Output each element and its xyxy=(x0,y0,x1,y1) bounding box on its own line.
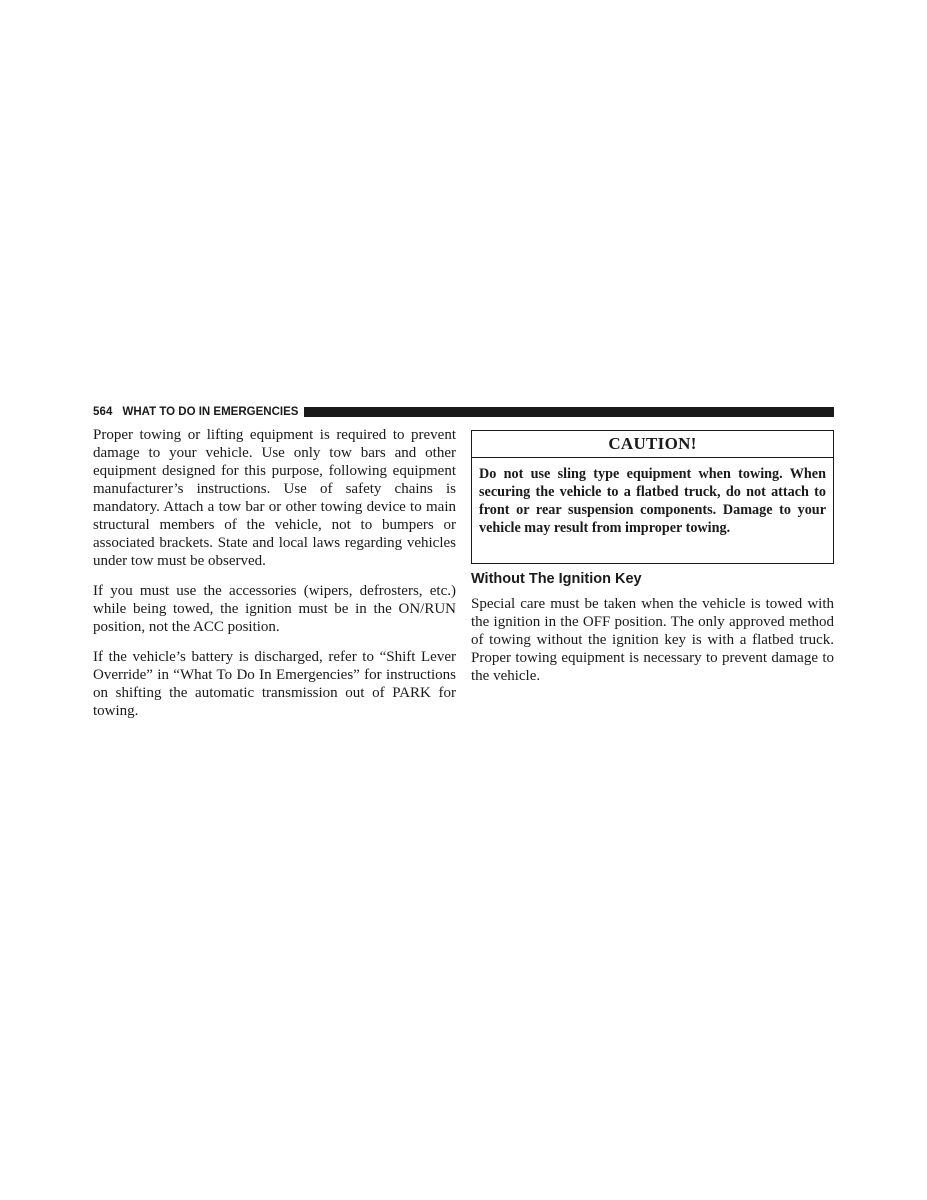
subheading-without-ignition-key: Without The Ignition Key xyxy=(471,571,642,587)
caution-title: CAUTION! xyxy=(472,431,833,458)
page-number: 564 xyxy=(93,406,113,418)
paragraph-without-ignition-key: Special care must be taken when the vehicle is towed with the ignition in the OFF position. The only approved method of towing without the ignition key is with a flatbed truck. Proper towing equipment is necessary to prevent damage to the vehicle. xyxy=(471,596,834,684)
right-column xyxy=(471,430,834,697)
caution-box xyxy=(471,430,834,564)
paragraph-accessories: If you must use the accessories (wipers, defrosters, etc.) while being towed, the ignition must be in the ON/RUN position, not the ACC position. xyxy=(93,583,456,635)
paragraph-towing-equipment: Proper towing or lifting equipment is required to prevent damage to your vehicle. Use only tow bars and other equipment designed for this purpose, following equipment manufacturer’s instructions. Use of safety chains is mandatory. Attach a tow bar or other towing device to main structural members of the vehicle, not to bumpers or associated brackets. State and local laws regarding vehicles under tow must be observed. xyxy=(93,427,456,569)
section-title: WHAT TO DO IN EMERGENCIES xyxy=(122,406,299,418)
header-rule xyxy=(304,407,834,417)
left-column xyxy=(93,426,456,732)
caution-text: Do not use sling type equipment when towing. When securing the vehicle to a flatbed truck, do not attach to front or rear suspension components. Damage to your vehicle may result from improper towing. xyxy=(479,466,826,536)
paragraph-battery-discharged: If the vehicle’s battery is discharged, refer to “Shift Lever Override” in “What To Do In Emergencies” for instructions on shifting the automatic transmission out of PARK for towing. xyxy=(93,649,456,719)
page-header xyxy=(93,405,834,419)
